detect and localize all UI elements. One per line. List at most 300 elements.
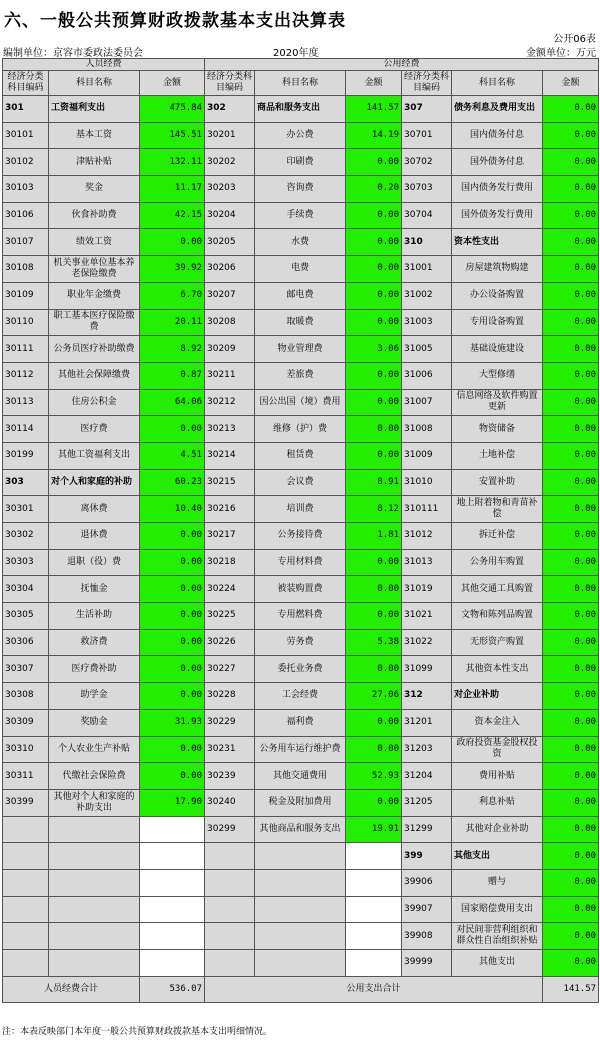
code-cell: 31099 — [402, 656, 452, 683]
amount-cell: 52.93 — [346, 763, 402, 790]
name-cell: 其他支出 — [452, 843, 543, 870]
code-cell: 31013 — [402, 549, 452, 576]
code-cell: 30212 — [205, 389, 255, 416]
code-cell: 30227 — [205, 656, 255, 683]
code-cell: 30303 — [3, 549, 49, 576]
name-cell: 个人农业生产补贴 — [49, 736, 140, 763]
table-row — [3, 896, 599, 923]
amount-cell: 0.00 — [543, 96, 599, 123]
name-cell: 信息网络及软件购置更新 — [452, 389, 543, 416]
amount-cell: 0.00 — [543, 442, 599, 469]
table-row — [3, 576, 599, 603]
table-code: 公开06表 — [553, 34, 596, 45]
code-cell: 30214 — [205, 442, 255, 469]
amount-cell: 17.90 — [140, 789, 205, 816]
name-cell: 其他资本性支出 — [452, 656, 543, 683]
name-cell: 专用材料费 — [255, 549, 346, 576]
code-cell: 30109 — [3, 282, 49, 309]
unit-label: 编制单位：京容市委政法委员会 — [3, 48, 143, 59]
code-cell: 301 — [3, 96, 49, 123]
name-cell: 资本金注入 — [452, 709, 543, 736]
page-title: 六、一般公共预算财政拨款基本支出决算表 — [4, 11, 346, 31]
table-row — [3, 843, 599, 870]
code-cell: 30701 — [402, 122, 452, 149]
name-cell: 其他商品和服务支出 — [255, 816, 346, 843]
code-cell: 30106 — [3, 202, 49, 229]
table-row — [3, 416, 599, 443]
code-cell: 30704 — [402, 202, 452, 229]
name-cell: 基础设施建设 — [452, 336, 543, 363]
empty-cell — [3, 816, 49, 843]
name-cell: 职业年金缴费 — [49, 282, 140, 309]
code-cell: 310111 — [402, 496, 452, 523]
empty-cell — [346, 843, 402, 870]
code-cell: 31022 — [402, 629, 452, 656]
name-cell: 工会经费 — [255, 683, 346, 710]
code-cell: 31019 — [402, 576, 452, 603]
amount-cell: 0.00 — [543, 629, 599, 656]
empty-cell — [3, 923, 49, 950]
code-cell: 31205 — [402, 789, 452, 816]
code-cell: 30205 — [205, 229, 255, 256]
empty-cell — [346, 869, 402, 896]
code-cell: 30206 — [205, 256, 255, 283]
empty-cell — [49, 816, 140, 843]
name-cell: 国家赔偿费用支出 — [452, 896, 543, 923]
table-row — [3, 362, 599, 389]
code-cell: 30309 — [3, 709, 49, 736]
code-col-header: 经济分类科目编码 — [402, 71, 452, 96]
amount-cell: 60.23 — [140, 469, 205, 496]
amount-cell: 0.00 — [140, 523, 205, 550]
amount-cell: 27.06 — [346, 683, 402, 710]
table-row — [3, 736, 599, 763]
name-cell: 政府投资基金股权投资 — [452, 736, 543, 763]
name-cell: 其他对企业补助 — [452, 816, 543, 843]
name-cell: 国外债务发行费用 — [452, 202, 543, 229]
table-row — [3, 549, 599, 576]
amount-cell: 0.00 — [346, 389, 402, 416]
name-cell: 邮电费 — [255, 282, 346, 309]
name-cell: 绩效工资 — [49, 229, 140, 256]
amount-cell: 0.00 — [543, 896, 599, 923]
name-cell: 奖金 — [49, 176, 140, 203]
table-row — [3, 309, 599, 336]
name-col-header: 科目名称 — [452, 71, 543, 96]
empty-cell — [140, 843, 205, 870]
code-cell: 30102 — [3, 149, 49, 176]
amount-cell: 0.00 — [543, 202, 599, 229]
name-cell: 国外债务付息 — [452, 149, 543, 176]
name-cell: 抚恤金 — [49, 576, 140, 603]
amount-cell: 0.00 — [543, 149, 599, 176]
name-cell: 取暖费 — [255, 309, 346, 336]
code-cell: 30114 — [3, 416, 49, 443]
amount-cell: 132.11 — [140, 149, 205, 176]
empty-cell — [255, 843, 346, 870]
amount-cell: 0.00 — [346, 149, 402, 176]
footnote: 注：本表反映部门本年度一般公共预算财政拨款基本支出明细情况。 — [2, 1027, 273, 1037]
table-row — [3, 923, 599, 950]
amount-cell: 0.00 — [543, 229, 599, 256]
code-cell: 30217 — [205, 523, 255, 550]
name-cell: 公务员医疗补助缴费 — [49, 336, 140, 363]
amount-cell: 0.00 — [346, 282, 402, 309]
name-cell: 基本工资 — [49, 122, 140, 149]
amount-cell: 0.87 — [140, 362, 205, 389]
amount-cell: 0.00 — [346, 656, 402, 683]
amount-cell: 0.00 — [543, 869, 599, 896]
table-row — [3, 789, 599, 816]
name-cell: 培训费 — [255, 496, 346, 523]
code-cell: 30204 — [205, 202, 255, 229]
amount-cell: 0.00 — [140, 763, 205, 790]
code-cell: 30229 — [205, 709, 255, 736]
empty-cell — [3, 950, 49, 977]
amount-cell: 0.00 — [543, 282, 599, 309]
name-cell: 维修（护）费 — [255, 416, 346, 443]
code-cell: 30311 — [3, 763, 49, 790]
code-cell: 31012 — [402, 523, 452, 550]
empty-cell — [140, 869, 205, 896]
code-cell: 31009 — [402, 442, 452, 469]
name-cell: 税金及附加费用 — [255, 789, 346, 816]
code-cell: 30202 — [205, 149, 255, 176]
code-cell: 31003 — [402, 309, 452, 336]
name-cell: 专用燃料费 — [255, 603, 346, 630]
amount-cell: 0.00 — [543, 469, 599, 496]
code-cell: 30301 — [3, 496, 49, 523]
name-cell: 伙食补助费 — [49, 202, 140, 229]
table-row — [3, 469, 599, 496]
name-cell: 水费 — [255, 229, 346, 256]
code-cell: 30201 — [205, 122, 255, 149]
code-cell: 30304 — [3, 576, 49, 603]
code-cell: 30213 — [205, 416, 255, 443]
code-cell: 31021 — [402, 603, 452, 630]
empty-cell — [49, 896, 140, 923]
name-cell: 对企业补助 — [452, 683, 543, 710]
amount-cell: 64.06 — [140, 389, 205, 416]
amount-cell: 0.00 — [543, 603, 599, 630]
amount-col-header: 金额 — [140, 71, 205, 96]
amount-cell: 145.51 — [140, 122, 205, 149]
name-cell: 文物和陈列品购置 — [452, 603, 543, 630]
code-cell: 30215 — [205, 469, 255, 496]
name-cell: 对民间非营利组织和群众性自治组织补贴 — [452, 923, 543, 950]
amount-cell: 0.00 — [543, 709, 599, 736]
amount-cell: 0.00 — [346, 229, 402, 256]
name-cell: 费用补贴 — [452, 763, 543, 790]
empty-cell — [49, 843, 140, 870]
empty-cell — [346, 923, 402, 950]
name-cell: 退职（役）费 — [49, 549, 140, 576]
code-cell: 30239 — [205, 763, 255, 790]
amount-cell: 0.00 — [543, 736, 599, 763]
empty-cell — [346, 950, 402, 977]
name-cell: 赠与 — [452, 869, 543, 896]
code-cell: 31010 — [402, 469, 452, 496]
name-cell: 电费 — [255, 256, 346, 283]
empty-cell — [49, 950, 140, 977]
name-cell: 咨询费 — [255, 176, 346, 203]
code-cell: 39999 — [402, 950, 452, 977]
code-cell: 30111 — [3, 336, 49, 363]
code-cell: 30224 — [205, 576, 255, 603]
amount-cell: 0.00 — [543, 309, 599, 336]
amount-cell: 3.06 — [346, 336, 402, 363]
name-cell: 对个人和家庭的补助 — [49, 469, 140, 496]
name-cell: 地上附着物和青苗补偿 — [452, 496, 543, 523]
name-cell: 土地补偿 — [452, 442, 543, 469]
table-row — [3, 763, 599, 790]
public-header: 公用经费 — [205, 59, 599, 71]
name-cell: 生活补助 — [49, 603, 140, 630]
amount-cell: 141.57 — [346, 96, 402, 123]
amount-cell: 0.00 — [543, 950, 599, 977]
code-cell: 30216 — [205, 496, 255, 523]
empty-cell — [140, 950, 205, 977]
code-cell: 303 — [3, 469, 49, 496]
name-cell: 国内债务发行费用 — [452, 176, 543, 203]
code-cell: 30101 — [3, 122, 49, 149]
amount-cell: 0.00 — [543, 683, 599, 710]
amount-cell: 0.00 — [140, 736, 205, 763]
name-cell: 津贴补贴 — [49, 149, 140, 176]
table-row — [3, 256, 599, 283]
amount-cell: 0.00 — [140, 683, 205, 710]
code-cell: 39908 — [402, 923, 452, 950]
code-cell: 31008 — [402, 416, 452, 443]
code-cell: 30306 — [3, 629, 49, 656]
table-row — [3, 442, 599, 469]
amount-cell: 0.00 — [346, 416, 402, 443]
name-cell: 会议费 — [255, 469, 346, 496]
table-row — [3, 523, 599, 550]
name-cell: 住房公积金 — [49, 389, 140, 416]
table-row — [3, 496, 599, 523]
code-cell: 30107 — [3, 229, 49, 256]
name-cell: 国内债务付息 — [452, 122, 543, 149]
name-cell: 其他对个人和家庭的补助支出 — [49, 789, 140, 816]
amount-cell: 19.91 — [346, 816, 402, 843]
code-cell: 30208 — [205, 309, 255, 336]
table-row — [3, 149, 599, 176]
amount-cell: 0.00 — [543, 843, 599, 870]
name-cell: 公务用车购置 — [452, 549, 543, 576]
code-cell: 30211 — [205, 362, 255, 389]
amount-cell: 14.19 — [346, 122, 402, 149]
code-cell: 30302 — [3, 523, 49, 550]
empty-cell — [3, 896, 49, 923]
empty-cell — [3, 843, 49, 870]
amount-cell: 0.00 — [346, 256, 402, 283]
code-cell: 30103 — [3, 176, 49, 203]
name-cell: 安置补助 — [452, 469, 543, 496]
amount-cell: 0.00 — [543, 176, 599, 203]
amount-cell: 0.00 — [543, 416, 599, 443]
amount-cell: 0.00 — [346, 362, 402, 389]
name-cell: 其他支出 — [452, 950, 543, 977]
amount-cell: 8.91 — [346, 469, 402, 496]
expenditure-table — [2, 58, 599, 1003]
table-row — [3, 950, 599, 977]
name-cell: 印刷费 — [255, 149, 346, 176]
name-cell: 手续费 — [255, 202, 346, 229]
code-cell: 30399 — [3, 789, 49, 816]
code-cell: 30305 — [3, 603, 49, 630]
code-cell: 30112 — [3, 362, 49, 389]
name-cell: 委托业务费 — [255, 656, 346, 683]
code-cell: 399 — [402, 843, 452, 870]
amount-cell: 0.00 — [140, 656, 205, 683]
public-total-label: 公用支出合计 — [205, 976, 543, 1002]
name-cell: 其他交通工具购置 — [452, 576, 543, 603]
amount-cell: 0.00 — [140, 416, 205, 443]
personnel-total-value: 536.07 — [140, 976, 205, 1002]
amount-col-header: 金额 — [346, 71, 402, 96]
amount-cell: 0.00 — [140, 603, 205, 630]
amount-cell: 0.00 — [346, 709, 402, 736]
personnel-total-label: 人员经费合计 — [3, 976, 140, 1002]
name-cell: 助学金 — [49, 683, 140, 710]
amount-cell: 0.00 — [543, 389, 599, 416]
amount-cell: 0.20 — [346, 176, 402, 203]
name-cell: 劳务费 — [255, 629, 346, 656]
table-row — [3, 336, 599, 363]
name-cell: 大型修缮 — [452, 362, 543, 389]
code-cell: 31007 — [402, 389, 452, 416]
amount-cell: 0.00 — [543, 923, 599, 950]
amount-cell: 0.00 — [140, 576, 205, 603]
code-cell: 31005 — [402, 336, 452, 363]
table-row — [3, 629, 599, 656]
amount-cell: 475.84 — [140, 96, 205, 123]
table-row — [3, 229, 599, 256]
table-row — [3, 96, 599, 123]
code-cell: 30226 — [205, 629, 255, 656]
code-cell: 31204 — [402, 763, 452, 790]
name-col-header: 科目名称 — [255, 71, 346, 96]
year-label: 2020年度 — [273, 48, 319, 59]
amount-cell: 5.38 — [346, 629, 402, 656]
name-cell: 办公设备购置 — [452, 282, 543, 309]
amount-cell: 0.00 — [543, 122, 599, 149]
amount-cell: 0.00 — [346, 736, 402, 763]
amount-cell: 0.00 — [543, 789, 599, 816]
code-cell: 30225 — [205, 603, 255, 630]
amount-cell: 0.00 — [543, 656, 599, 683]
name-cell: 因公出国（境）费用 — [255, 389, 346, 416]
code-cell: 30231 — [205, 736, 255, 763]
name-cell: 无形资产购置 — [452, 629, 543, 656]
name-cell: 职工基本医疗保险缴费 — [49, 309, 140, 336]
amount-cell: 39.92 — [140, 256, 205, 283]
code-cell: 30228 — [205, 683, 255, 710]
meta-row — [3, 44, 596, 58]
name-cell: 公务用车运行维护费 — [255, 736, 346, 763]
code-cell: 30307 — [3, 656, 49, 683]
name-cell: 公务接待费 — [255, 523, 346, 550]
name-cell: 拆迁补偿 — [452, 523, 543, 550]
code-cell: 31006 — [402, 362, 452, 389]
empty-cell — [205, 896, 255, 923]
code-cell: 310 — [402, 229, 452, 256]
table-row — [3, 122, 599, 149]
code-cell: 31002 — [402, 282, 452, 309]
code-cell: 30240 — [205, 789, 255, 816]
name-cell: 债务利息及费用支出 — [452, 96, 543, 123]
name-cell: 退休费 — [49, 523, 140, 550]
amount-cell: 8.92 — [140, 336, 205, 363]
amount-cell: 0.00 — [346, 202, 402, 229]
name-cell: 物资储备 — [452, 416, 543, 443]
table-row — [3, 603, 599, 630]
amount-cell: 4.51 — [140, 442, 205, 469]
amount-cell: 20.11 — [140, 309, 205, 336]
amount-cell: 0.00 — [140, 229, 205, 256]
empty-cell — [205, 923, 255, 950]
code-cell: 39906 — [402, 869, 452, 896]
code-cell: 31001 — [402, 256, 452, 283]
code-cell: 30310 — [3, 736, 49, 763]
code-cell: 39907 — [402, 896, 452, 923]
amount-cell: 1.81 — [346, 523, 402, 550]
name-cell: 办公费 — [255, 122, 346, 149]
code-cell: 30209 — [205, 336, 255, 363]
empty-cell — [205, 843, 255, 870]
empty-cell — [255, 869, 346, 896]
amount-cell: 42.15 — [140, 202, 205, 229]
name-cell: 离休费 — [49, 496, 140, 523]
code-cell: 31299 — [402, 816, 452, 843]
name-cell: 租赁费 — [255, 442, 346, 469]
name-cell: 其他交通费用 — [255, 763, 346, 790]
personnel-header: 人员经费 — [3, 59, 205, 71]
amount-cell: 0.00 — [543, 362, 599, 389]
amount-cell: 0.00 — [140, 549, 205, 576]
name-cell: 救济费 — [49, 629, 140, 656]
name-cell: 其他工资福利支出 — [49, 442, 140, 469]
table-row — [3, 656, 599, 683]
amount-cell: 0.00 — [346, 442, 402, 469]
empty-cell — [49, 869, 140, 896]
code-cell: 30702 — [402, 149, 452, 176]
amount-cell: 0.00 — [543, 763, 599, 790]
name-cell: 医疗费补助 — [49, 656, 140, 683]
table-row — [3, 202, 599, 229]
code-cell: 30703 — [402, 176, 452, 203]
code-cell: 30207 — [205, 282, 255, 309]
name-cell: 房屋建筑物购建 — [452, 256, 543, 283]
code-cell: 30299 — [205, 816, 255, 843]
name-cell: 机关事业单位基本养老保险缴费 — [49, 256, 140, 283]
amount-cell: 10.40 — [140, 496, 205, 523]
name-cell: 利息补贴 — [452, 789, 543, 816]
code-cell: 307 — [402, 96, 452, 123]
amount-cell: 0.00 — [346, 789, 402, 816]
code-cell: 30110 — [3, 309, 49, 336]
code-cell: 30108 — [3, 256, 49, 283]
empty-cell — [255, 896, 346, 923]
name-cell: 奖励金 — [49, 709, 140, 736]
empty-cell — [49, 923, 140, 950]
code-cell: 30199 — [3, 442, 49, 469]
name-cell: 资本性支出 — [452, 229, 543, 256]
name-cell: 其他社会保障缴费 — [49, 362, 140, 389]
code-cell: 31201 — [402, 709, 452, 736]
amount-cell: 0.00 — [543, 523, 599, 550]
